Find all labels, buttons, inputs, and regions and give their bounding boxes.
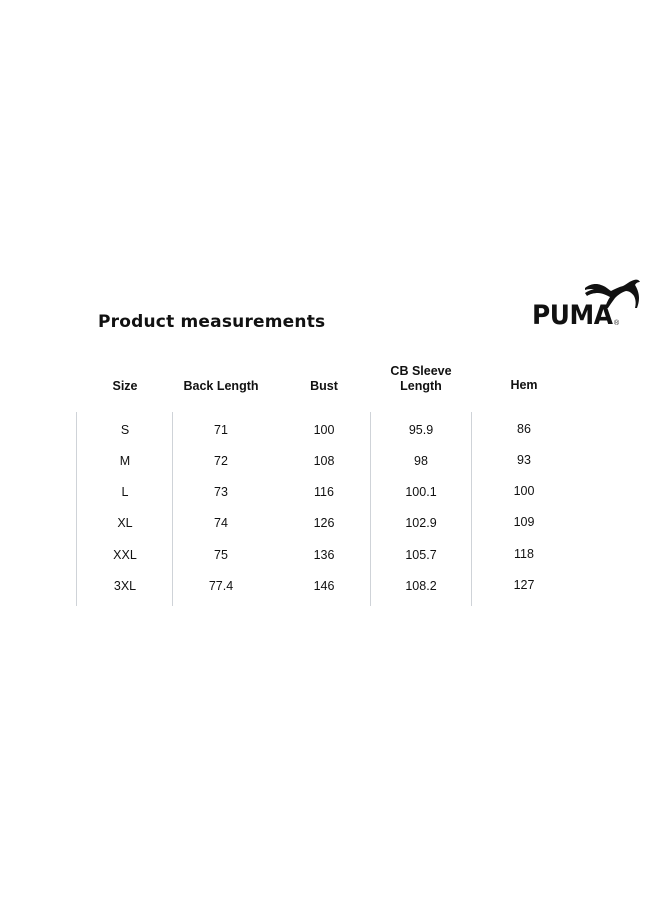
cell-bust: 136 xyxy=(313,548,335,562)
cell-bust: 116 xyxy=(314,485,334,499)
cell-back-length: 75 xyxy=(214,548,228,562)
registered-mark: ® xyxy=(614,320,620,327)
cell-cb-sleeve-length: 102.9 xyxy=(405,516,437,530)
column-divider xyxy=(370,412,371,606)
cell-back-length: 74 xyxy=(214,516,228,530)
cell-hem: 127 xyxy=(513,578,535,592)
page-title: Product measurements xyxy=(98,312,326,332)
column-divider xyxy=(76,412,77,606)
cell-cb-sleeve-length: 98 xyxy=(414,454,428,468)
cell-size: M xyxy=(119,454,131,468)
cell-cb-sleeve-length: 95.9 xyxy=(408,423,434,437)
cell-bust: 108 xyxy=(313,454,335,468)
cell-hem: 118 xyxy=(514,547,534,561)
cell-back-length: 71 xyxy=(214,423,228,437)
column-divider xyxy=(172,412,173,606)
cell-hem: 109 xyxy=(513,515,535,529)
cell-size: 3XL xyxy=(113,579,137,593)
cell-size: XL xyxy=(117,516,133,530)
cell-size: L xyxy=(121,485,129,499)
cell-size: S xyxy=(120,423,130,437)
cell-hem: 86 xyxy=(517,422,531,436)
cell-cb-sleeve-length: 108.2 xyxy=(405,579,437,593)
column-divider xyxy=(471,412,472,606)
cell-bust: 126 xyxy=(313,516,335,530)
puma-logo xyxy=(532,278,642,334)
cell-bust: 146 xyxy=(313,579,335,593)
cell-hem: 100 xyxy=(513,484,535,498)
header-cb-sleeve-line1: CB Sleeve xyxy=(390,364,452,378)
header-cb-sleeve-length xyxy=(371,364,471,394)
header-cb-sleeve-line2: Length xyxy=(400,379,442,393)
header-back-length: Back Length xyxy=(183,379,259,393)
cell-back-length: 77.4 xyxy=(208,579,234,593)
cell-hem: 93 xyxy=(517,453,531,467)
header-hem: Hem xyxy=(510,378,538,392)
puma-wordmark: PUMA xyxy=(532,300,613,331)
header-bust: Bust xyxy=(310,379,338,393)
cell-back-length: 72 xyxy=(214,454,228,468)
cell-bust: 100 xyxy=(313,423,335,437)
cell-cb-sleeve-length: 100.1 xyxy=(405,485,437,499)
header-size: Size xyxy=(112,379,138,393)
cell-back-length: 73 xyxy=(214,485,228,499)
cell-cb-sleeve-length: 105.7 xyxy=(405,548,437,562)
cell-size: XXL xyxy=(113,548,137,562)
